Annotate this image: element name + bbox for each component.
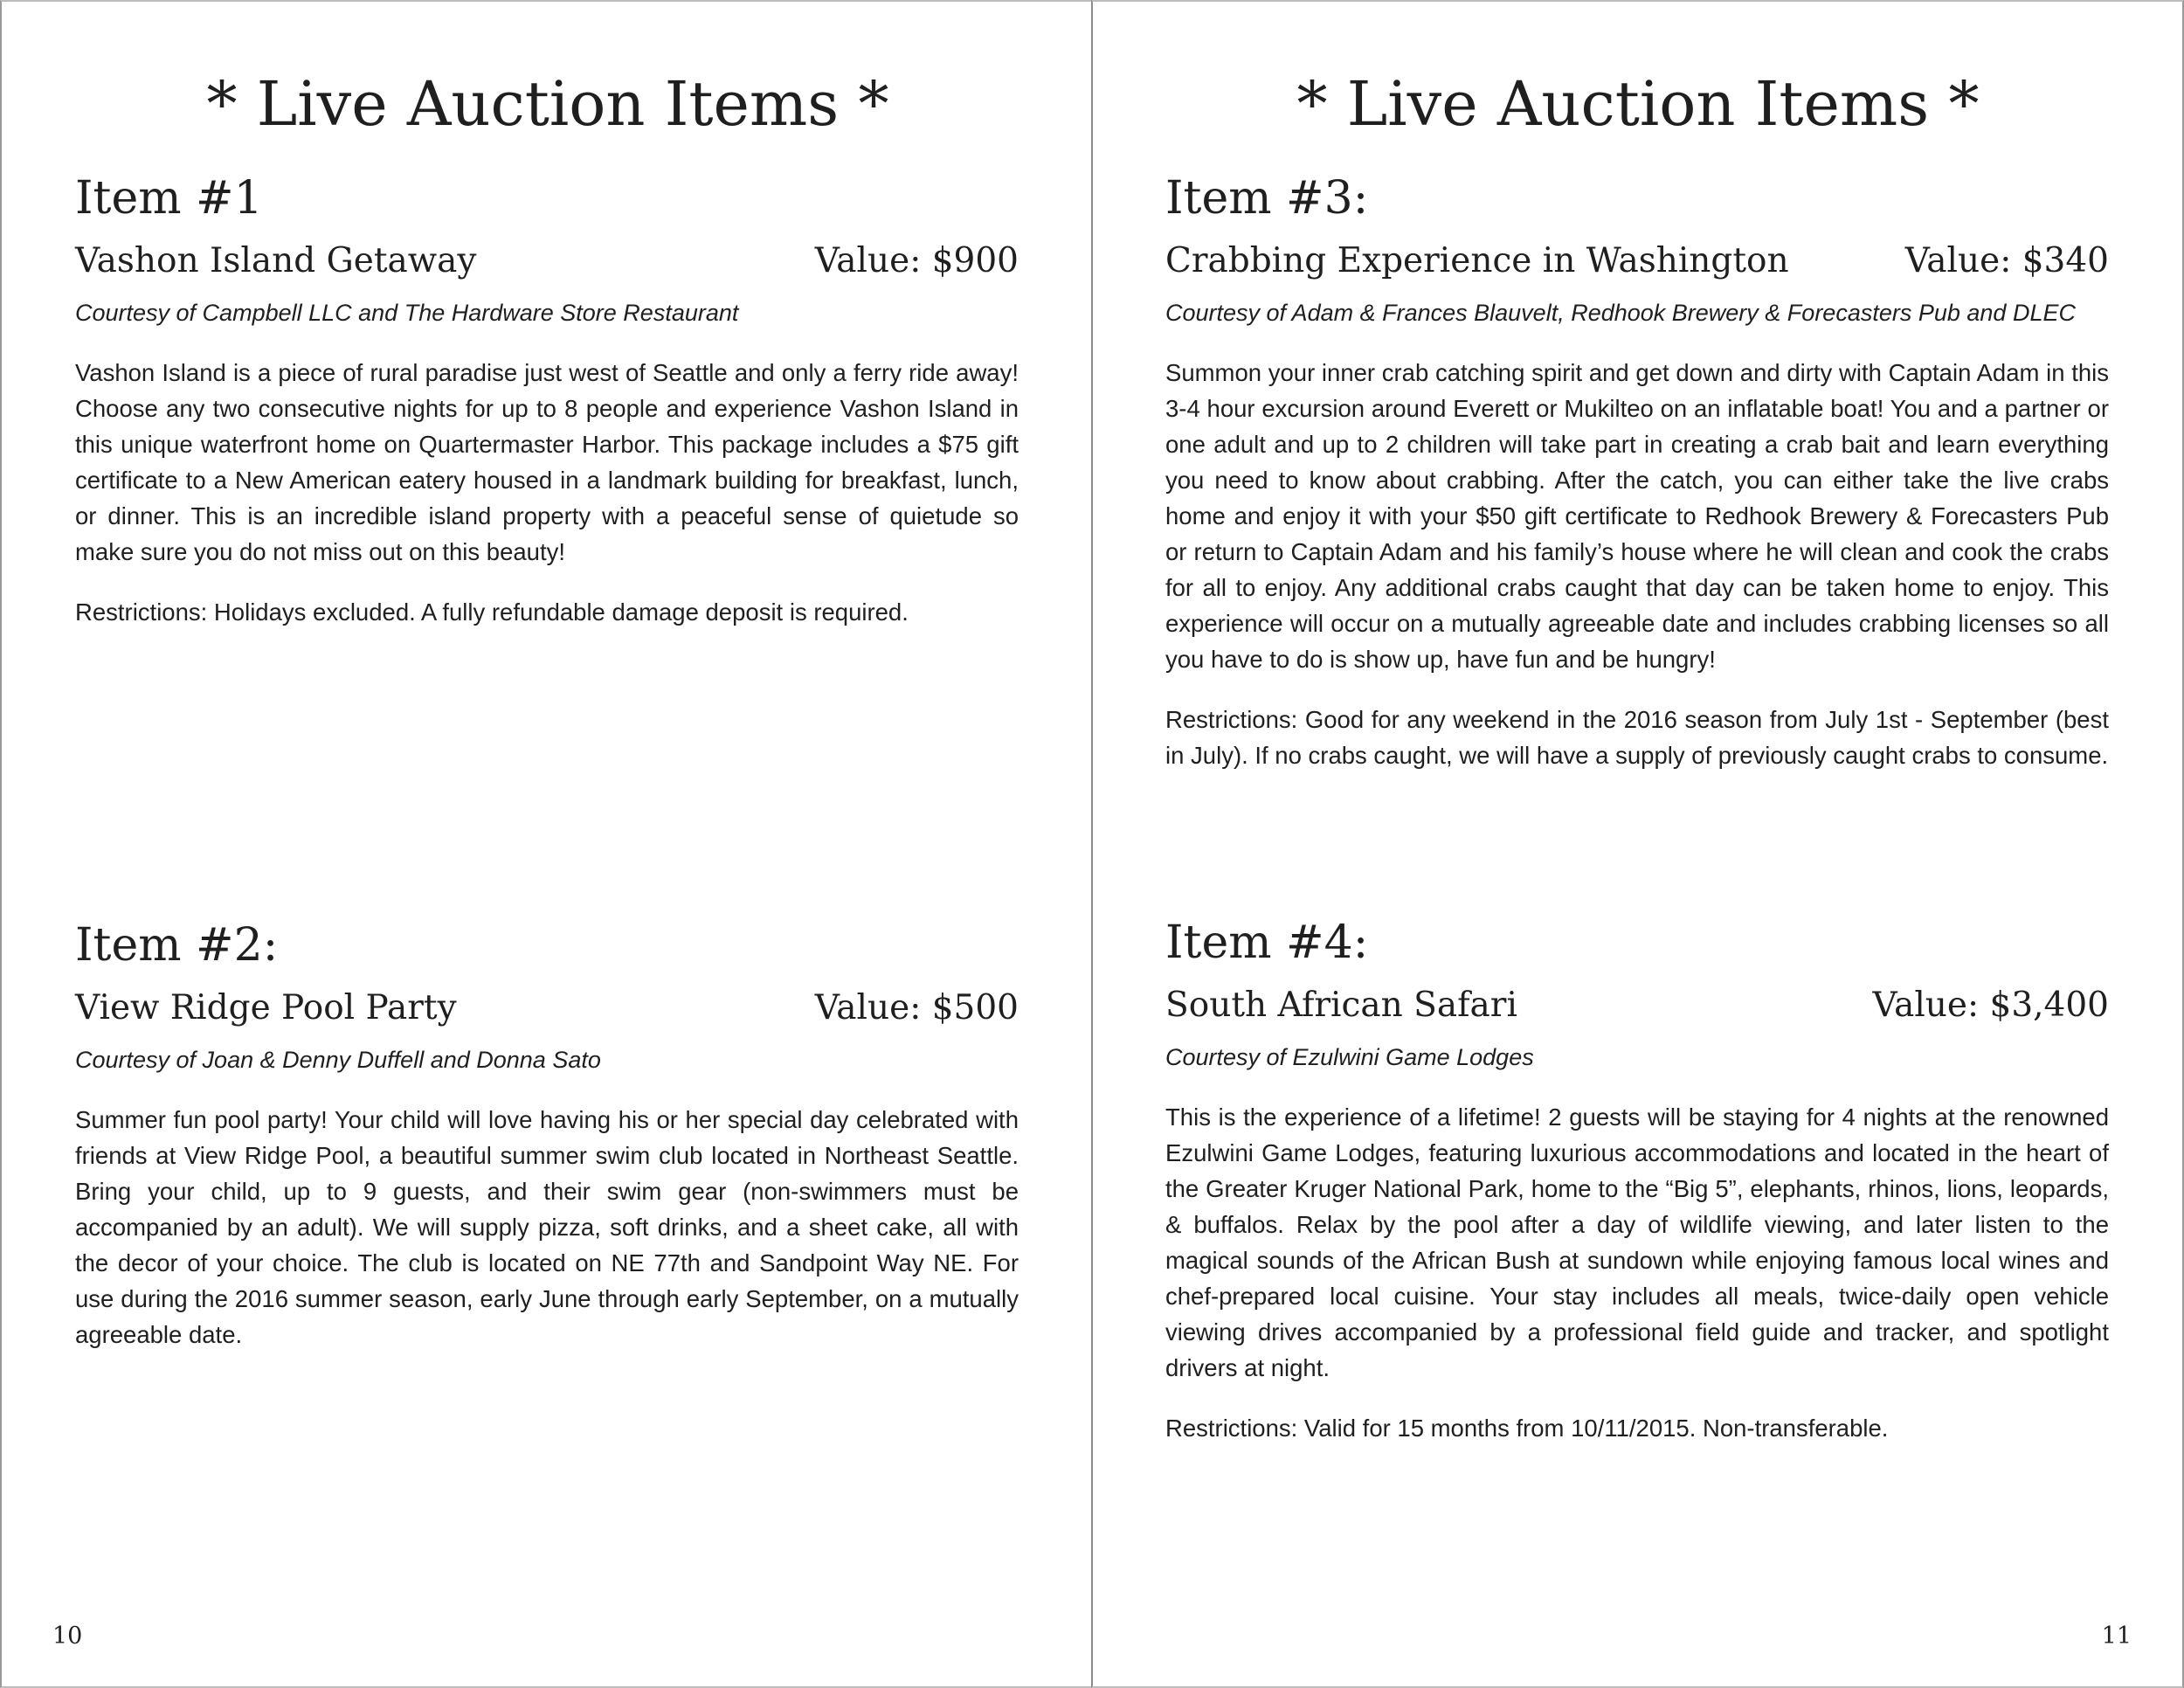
right-page bbox=[1092, 0, 2184, 1688]
item-description: Summon your inner crab catching spirit and get down and dirty with Captain Adam in this 3-4 hour excursion around Everett or Mukilteo on an inflatable boat! You and a partner or one adult and up to 2 children will take part in creating a crab bait and learn everything you need to know about crabbing. After the catch, you can either take the live crabs home and enjoy it with your $50 gift certificate to Redhook Brewery & Forecasters Pub or return to Captain Adam and his family’s house where he will clean and cook the crabs for all to enjoy. Any additional crabs caught that day can be taken home to enjoy. This experience will occur on a mutually agreeable date and includes crabbing licenses so all you have to do is show up, have fun and be hungry! bbox=[1165, 359, 2109, 673]
item-value: Value: $500 bbox=[814, 988, 1019, 1027]
item-name: South African Safari bbox=[1165, 986, 1517, 1025]
item-header bbox=[1165, 980, 2109, 1031]
item-number: Item #2: bbox=[75, 919, 279, 972]
page-number: 10 bbox=[52, 1622, 83, 1650]
page-number: 11 bbox=[2101, 1622, 2132, 1650]
item-number: Item #3: bbox=[1165, 172, 1369, 225]
item-courtesy: Courtesy of Joan & Denny Duffell and Donna Sato bbox=[75, 1047, 601, 1073]
item-restrictions: Restrictions: Good for any weekend in the 2016 season from July 1st - September (best in July). If no crabs caught, we will have a supply of previously caught crabs to consume. bbox=[1165, 706, 2109, 769]
page-title: * Live Auction Items * bbox=[1296, 68, 1980, 140]
item-header bbox=[1165, 236, 2109, 287]
item-restrictions: Restrictions: Holidays excluded. A fully refundable damage deposit is required. bbox=[75, 598, 909, 626]
item-description: This is the experience of a lifetime! 2 guests will be staying for 4 nights at the renowned Ezulwini Game Lodges, featuring luxurious accommodations and located in the heart of the Greater Kruger National Park, home to the “Big 5”, elephants, rhinos, lions, leopards, & buffalos. Relax by the pool after a day of wildlife viewing, and later listen to the magical sounds of the African Bush at sundown while enjoying famous local wines and chef-prepared local cuisine. Your stay includes all meals, twice-daily open vehicle viewing drives accompanied by a professional field guide and tracker, and spotlight drivers at night. bbox=[1165, 1103, 2109, 1381]
auction-item-3 bbox=[1165, 168, 2109, 773]
item-header bbox=[75, 983, 1019, 1034]
item-name: Vashon Island Getaway bbox=[75, 241, 477, 280]
item-name: Crabbing Experience in Washington bbox=[1165, 241, 1789, 280]
item-name: View Ridge Pool Party bbox=[75, 988, 457, 1027]
auction-item-2 bbox=[75, 915, 1019, 1352]
item-value: Value: $3,400 bbox=[1872, 986, 2109, 1025]
auction-item-1 bbox=[75, 168, 1019, 630]
item-value: Value: $900 bbox=[814, 241, 1019, 280]
item-number: Item #1 bbox=[75, 172, 263, 225]
item-number: Item #4: bbox=[1165, 917, 1369, 969]
item-courtesy: Courtesy of Campbell LLC and The Hardware Store Restaurant bbox=[75, 300, 739, 326]
page-title: * Live Auction Items * bbox=[206, 68, 889, 140]
auction-item-4 bbox=[1165, 912, 2109, 1446]
item-value: Value: $340 bbox=[1904, 241, 2109, 280]
item-courtesy: Courtesy of Ezulwini Game Lodges bbox=[1165, 1044, 1534, 1070]
item-description: Summer fun pool party! Your child will love having his or her special day celebrated with friends at View Ridge Pool, a beautiful summer swim club located in Northeast Seattle. Bring your child, up to 9 guests, and their swim gear (non-swimmers must be accompanied by an adult). We will supply pizza, soft drinks, and a sheet cake, all with the decor of your choice. The club is located on NE 77th and Sandpoint Way NE. For use during the 2016 summer season, early June through early September, on a mutually agreeable date. bbox=[75, 1106, 1019, 1348]
item-restrictions: Restrictions: Valid for 15 months from 10/11/2015. Non-transferable. bbox=[1165, 1415, 1889, 1442]
item-description: Vashon Island is a piece of rural paradise just west of Seattle and only a ferry ride away! Choose any two consecutive nights for up to 8 people and experience Vashon Island in this unique waterfront home on Quartermaster Harbor. This package includes a $75 gift certificate to a New American eatery housed in a landmark building for breakfast, lunch, or dinner. This is an incredible island property with a peaceful sense of quietude so make sure you do not miss out on this beauty! bbox=[75, 359, 1019, 565]
item-header bbox=[75, 236, 1019, 287]
item-courtesy: Courtesy of Adam & Frances Blauvelt, Redhook Brewery & Forecasters Pub and DLEC bbox=[1165, 300, 2076, 326]
